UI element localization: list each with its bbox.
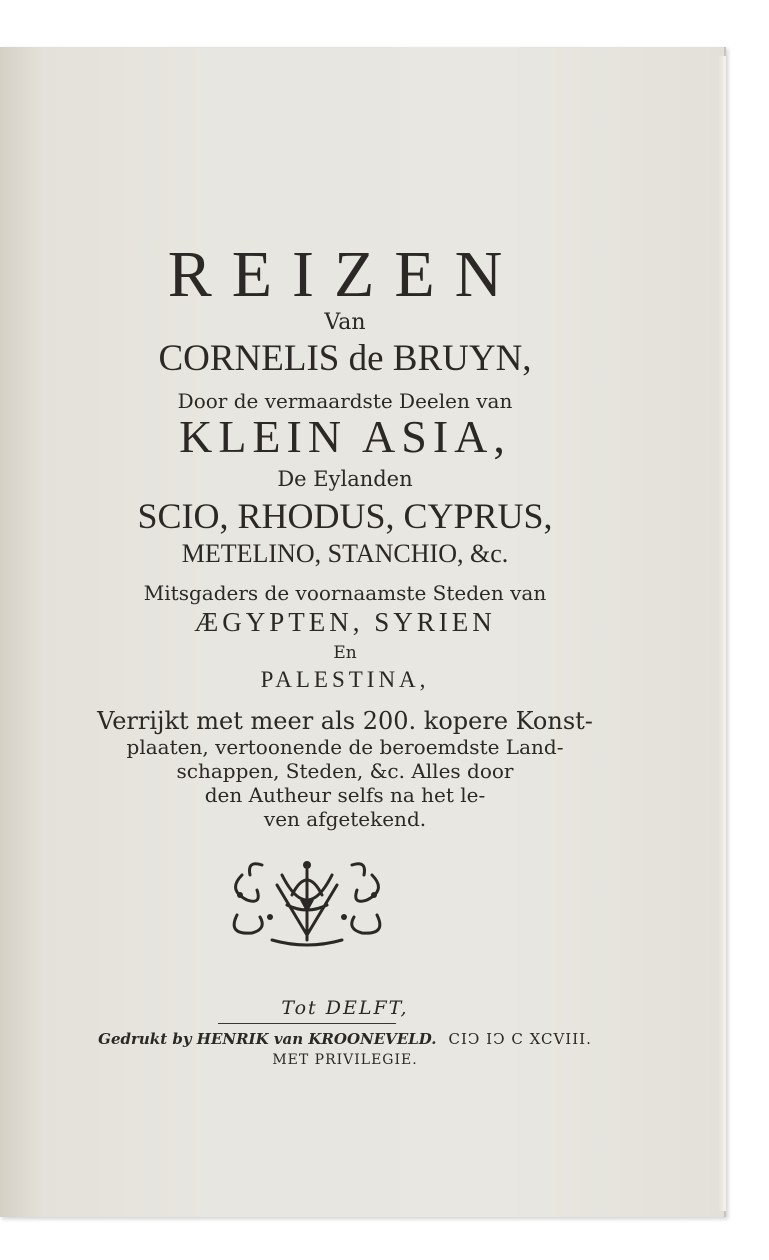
- imprint-printer: Gedrukt by HENRIK van KROONEVELD.: [98, 1030, 437, 1048]
- description-line-3: schappen, Steden, &c. Alles door: [176, 759, 514, 783]
- imprint-privilege: MET PRIVILEGIE.: [272, 1052, 418, 1068]
- title-islands-2: METELINO, STANCHIO, &c.: [181, 539, 509, 568]
- description-line-5: ven afgetekend.: [263, 807, 427, 831]
- title-author: CORNELIS de BRUYN,: [158, 338, 532, 379]
- title-islands-1: SCIO, RHODUS, CYPRUS,: [137, 496, 553, 536]
- imprint-place: Tot DELFT,: [281, 997, 409, 1019]
- description-line-2: plaaten, vertoonende de beroemdste Land-: [126, 735, 564, 759]
- title-eylanden: De Eylanden: [277, 467, 413, 491]
- imprint-date: CIↃ IↃ C XCVIII.: [448, 1030, 592, 1048]
- description-line-1: Verrijkt met meer als 200. kopere Konst-: [97, 707, 593, 735]
- book-page: [0, 47, 726, 1217]
- title-aegypten: ÆGYPTEN, SYRIEN: [194, 607, 496, 637]
- page-edge: [718, 56, 726, 1211]
- title-en: En: [333, 643, 357, 663]
- imprint-rule: [218, 1023, 396, 1024]
- title-reizen: REIZEN: [167, 238, 523, 311]
- title-van: Van: [324, 310, 366, 335]
- description-line-4: den Autheur selfs na het le-: [204, 783, 486, 807]
- title-door: Door de vermaardste Deelen van: [177, 389, 513, 413]
- title-mitsgaders: Mitsgaders de voornaamste Steden van: [143, 581, 547, 605]
- imprint-printer-line: [60, 1030, 630, 1048]
- title-klein-asia: KLEIN ASIA,: [179, 411, 511, 462]
- title-palestina: PALESTINA,: [260, 667, 430, 692]
- printer-device-ornament-icon: [222, 855, 392, 947]
